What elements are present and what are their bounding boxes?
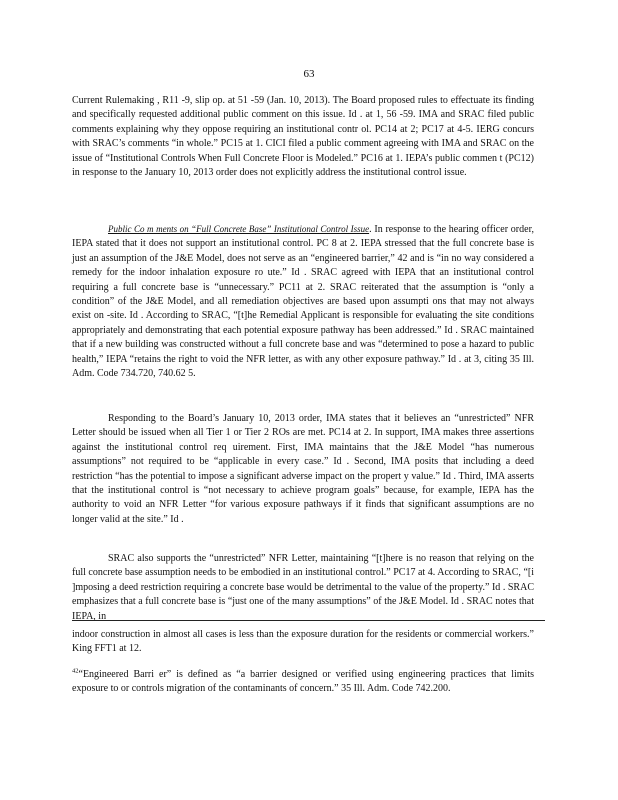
footnote-42 bbox=[72, 668, 534, 697]
paragraph-1: Current Rulemaking , R11 -9, slip op. at 51 -59 (Jan. 10, 2013). The Board proposed rules to effectuate its finding and specifically requested additional public comment on this issue. Id . at 1, 56 -59. IMA and SRAC filed public comments explaining why they oppose requiring an institutional contr ol. PC14 at 2; PC17 at 4-5. IERG concurs with SRAC’s comments “in whole.” PC15 at 1. CICI filed a public comment agreeing with IMA and SRAC on the issue of “Institutional Controls When Full Concrete Floor is Modeled.” PC16 at 1. IEPA’s public commen t (PC12) in response to the January 10, 2013 order does not explicitly address the institutional control issue. bbox=[72, 95, 534, 179]
paragraph-2-text: . In response to the hearing officer order, IEPA stated that it does not support an institutional control. PC 8 at 2. IEPA stressed that the full concrete base is just an assumption of the J&E Model, does not serve as an “engineered barrier,” 42 and is “in no way considered a remedy for the indoor inhalation exposure ro ute.” Id . SRAC agreed with IEPA that an institutional control requiring a full concrete base is “unnecessary.” PC11 at 2. SRAC reiterated that the assumption is “only a condition” of the J&E Model, and all remediation objectives are based upon assumpti ons that may not always exist on -site. Id . According to SRAC, “[t]he Remedial Applicant is responsible for evaluating the site conditions appropriately and demonstrating that each potential exposure pathway has been addressed.” Id . SRAC maintained that if a new building was constructed without a full concrete base and was “determined to pose a hazard to public health,” IEPA “retains the right to void the NFR letter, as with any other exposure pathway.” Id . at 3, citing 35 Ill. Adm. Code 734.720, 740.62 5. bbox=[72, 224, 534, 380]
paragraph-2 bbox=[72, 222, 534, 381]
paragraph-4: SRAC also supports the “unrestricted” NFR Letter, maintaining “[t]here is no reason that relying on the full concrete base assumption needs to be embodied in an institutional control.” PC17 at 4. According to SRAC, “[i ]mposing a deed restriction requiring a concrete base would be detrimental to the value of the property.” Id . SRAC emphasizes that a full concrete base is “just one of the many assumptions” of the J&E Model. Id . SRAC notes that IEPA, in bbox=[72, 553, 534, 622]
footnote-text: “Engineered Barri er” is defined as “a barrier designed or verified using engineering practices that limits exposure to or controls migration of the contaminants of concern.” 35 Ill. Adm. Code 742.200. bbox=[72, 669, 534, 695]
page-number: 63 bbox=[303, 68, 315, 80]
section-heading: Public Co m ments on “Full Concrete Base” Institutional Control Issue bbox=[108, 224, 370, 234]
footnote-separator bbox=[72, 620, 545, 621]
footnote-continuation: indoor construction in almost all cases is less than the exposure duration for the residents or commercial workers.” King FFT1 at 12. bbox=[72, 629, 534, 655]
footnote-marker: 42 bbox=[72, 667, 79, 675]
paragraph-3: Responding to the Board’s January 10, 2013 order, IMA states that it believes an “unrestricted” NFR Letter should be issued when all Tier 1 or Tier 2 ROs are met. PC14 at 2. In support, IMA makes three assertions against the institutional control req uirement. First, IMA maintains that the J&E Model “has numerous assumptions” not required to be “applicable in every case.” Id . Second, IMA posits that including a deed restriction “has the potential to impose a significant adverse impact on the propert y value.” Id . Third, IMA asserts that the institutional control is “not necessary to achieve program goals” because, for example, IEPA has the authority to void an NFR Letter “for various exposure pathways if it finds that significant assumptions are no longer valid at the site.” Id . bbox=[72, 413, 534, 525]
